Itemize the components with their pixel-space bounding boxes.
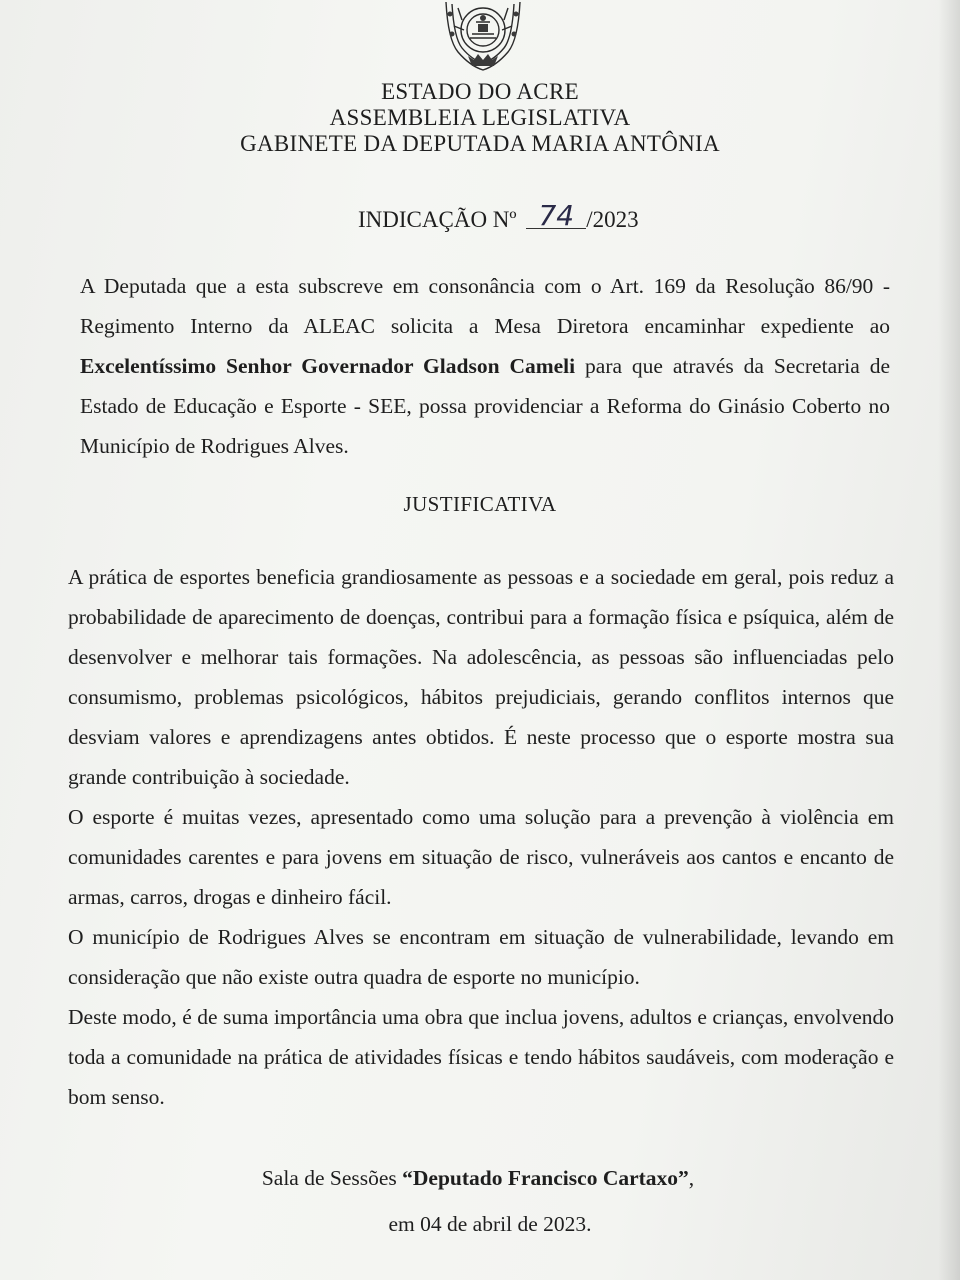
indication-paragraph — [80, 266, 890, 466]
signoff-comma: , — [688, 1166, 695, 1190]
indication-number-handwritten: 74 — [526, 204, 586, 229]
coat-of-arms-emblem — [438, 0, 528, 74]
signoff-room-name: “Deputado Francisco Cartaxo” — [402, 1166, 689, 1190]
intro-text-1: A Deputada que a esta subscreve em consonância com o Art. 169 da Resolução 86/90 - Regimento Interno da ALEAC solicita a Mesa Diretora encaminhar expediente ao — [80, 274, 890, 338]
justification-paragraph-3: O município de Rodrigues Alves se encontram em situação de vulnerabilidade, levando em consideração que não existe outra quadra de esporte no município. — [68, 925, 894, 989]
intro-governor: Excelentíssimo Senhor Governador Gladson Cameli — [80, 354, 576, 378]
justification-paragraph-4: Deste modo, é de suma importância uma obra que inclua jovens, adultos e crianças, envolvendo toda a comunidade na prática de atividades físicas e tendo hábitos saudáveis, com moderação e bom senso. — [68, 1005, 894, 1109]
header-state: ESTADO DO ACRE — [381, 79, 579, 104]
justification-body — [68, 557, 894, 1117]
justification-paragraph-1: A prática de esportes beneficia grandiosamente as pessoas e a sociedade em geral, pois reduz a probabilidade de aparecimento de doenças, contribui para a formação física e psíquica, além de desenvolver e melhorar tais formações. Na adolescência, as pessoas são influenciadas pelo consumismo, problemas psicológicos, hábitos prejudiciais, gerando conflitos internos que desviam valores e aprendizagens antes obtidos. É neste processo que o esporte mostra sua grande contribuição à sociedade. — [68, 565, 894, 789]
justification-title: JUSTIFICATIVA — [403, 492, 557, 516]
page-edge-shadow — [938, 0, 960, 1280]
indication-prefix: INDICAÇÃO Nº — [358, 207, 517, 232]
signoff-room — [0, 1166, 958, 1191]
indication-title — [358, 199, 639, 233]
signoff-prefix: Sala de Sessões — [261, 1166, 403, 1190]
signoff-date: em 04 de abril de 2023. — [388, 1212, 592, 1236]
header-office: GABINETE DA DEPUTADA MARIA ANTÔNIA — [240, 131, 720, 156]
indication-year: /2023 — [586, 207, 639, 232]
intro-text-2: para que através da Secretaria de Estado de Educação e Esporte - SEE, possa providenciar a Reforma do Ginásio Coberto no Município de Rodrigues Alves. — [80, 354, 890, 458]
justification-paragraph-2: O esporte é muitas vezes, apresentado como uma solução para a prevenção à violência em comunidades carentes e para jovens em situação de risco, vulneráveis aos cantos e encanto de armas, carros, drogas e dinheiro fácil. — [68, 805, 894, 909]
header-assembly: ASSEMBLEIA LEGISLATIVA — [329, 105, 631, 130]
